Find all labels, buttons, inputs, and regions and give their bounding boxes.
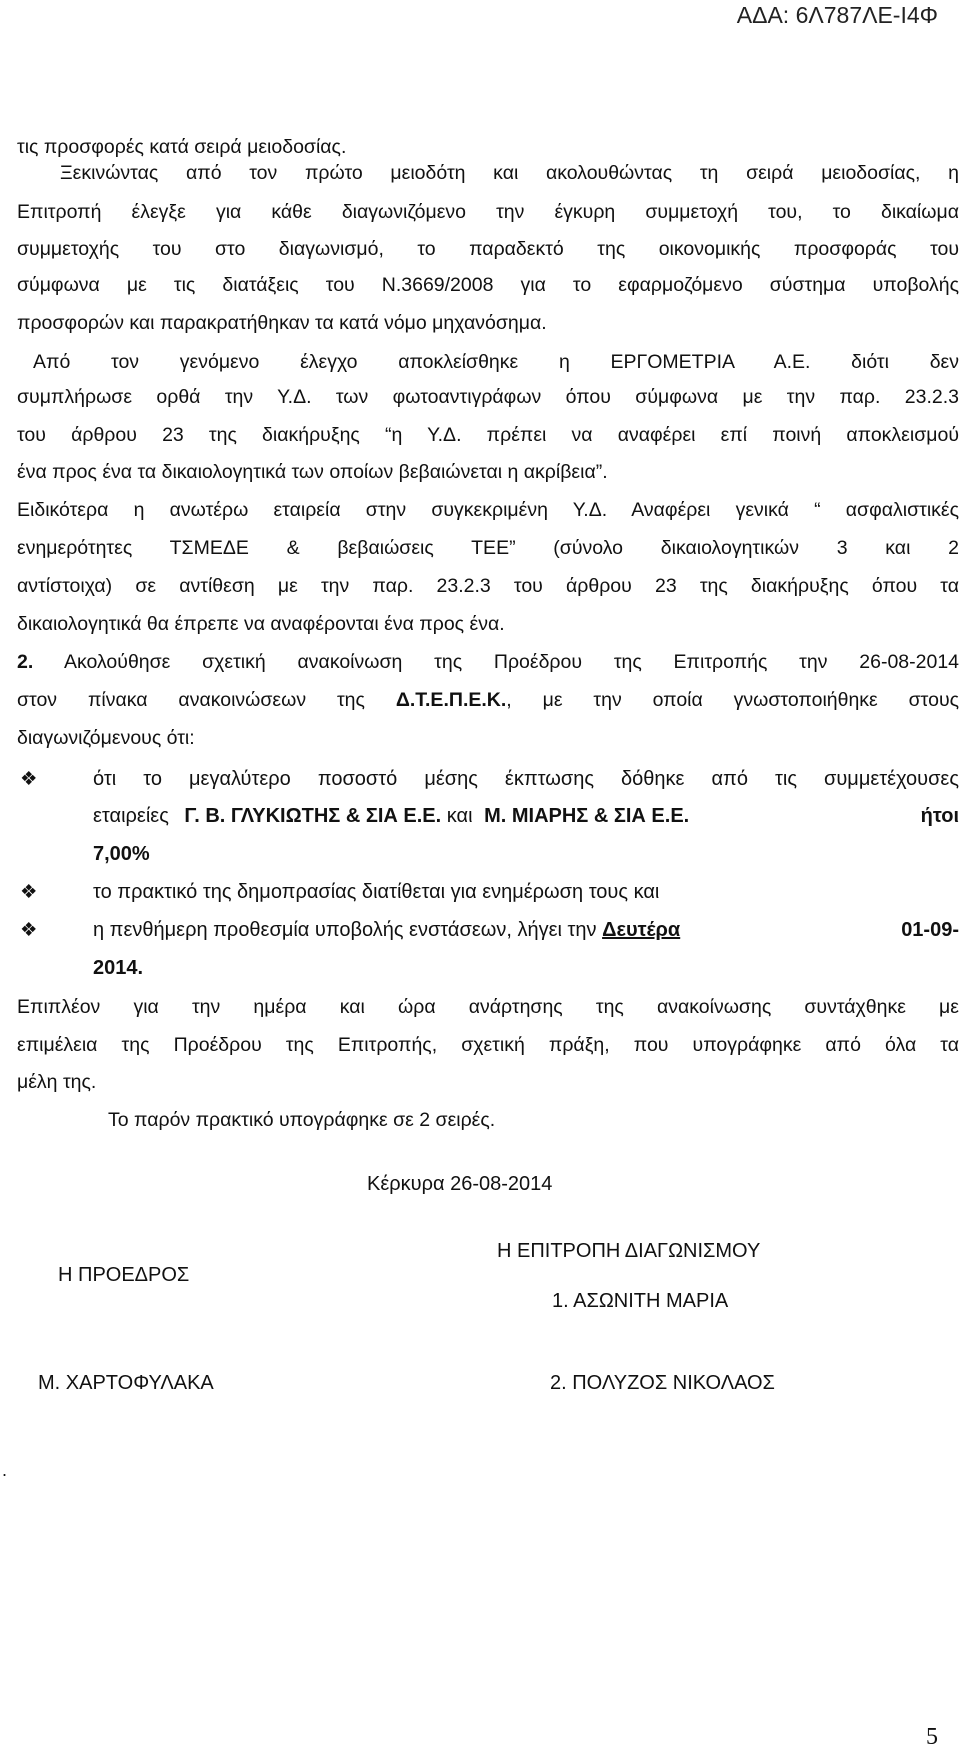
body-line: δικαιολογητικά θα έπρεπε να αναφέρονται ένα προς ένα. — [17, 613, 505, 635]
body-text: , με την οποία γνωστοποιήθηκε στους — [506, 689, 960, 711]
body-line: αντίστοιχα) σε αντίθεση με την παρ. 23.2.3 του άρθρου 23 της διακήρυξης όπου τα — [17, 575, 959, 597]
body-line: συμμετοχής του στο διαγωνισμό, το παραδεκτό της οικονομικής προσφοράς του — [17, 238, 959, 260]
ada-header: ΑΔΑ: 6Λ787ΛΕ-Ι4Φ — [736, 2, 938, 28]
bullet-text — [93, 804, 959, 828]
weekday-text: Δευτέρα — [602, 919, 681, 941]
closing-line: Το παρόν πρακτικό υπογράφηκε σε 2 σειρές. — [108, 1109, 496, 1131]
body-line: ενημερότητες ΤΣΜΕΔΕ & βεβαιώσεις ΤΕΕ” (σύνολο δικαιολογητικών 3 και 2 — [17, 537, 959, 559]
bullet-text: το πρακτικό της δημοπρασίας διατίθεται για ενημέρωση τους και — [93, 881, 660, 903]
member-name: 2. ΠΟΛΥΖΟΣ ΝΙΚΟΛΑΟΣ — [550, 1372, 775, 1394]
committee-title: Η ΕΠΙΤΡΟΠΗ ΔΙΑΓΩΝΙΣΜΟΥ — [497, 1240, 761, 1262]
closing-line: επιμέλεια της Προέδρου της Επιτροπής, σχετική πράξη, που υπογράφηκε από όλα τα — [17, 1034, 959, 1056]
percentage-value: 7,00% — [93, 843, 150, 865]
closing-line: Επιπλέον για την ημέρα και ώρα ανάρτησης της ανακοίνωσης συντάχθηκε με — [17, 996, 959, 1018]
company-name: Γ. Β. ΓΛΥΚΙΩΤΗΣ & ΣΙΑ Ε.Ε. — [184, 805, 442, 827]
diamond-bullet-icon: ❖ — [20, 919, 38, 941]
bullet-text-part: εταιρείες — [93, 805, 175, 827]
body-line: διαγωνιζόμενους ότι: — [17, 727, 195, 749]
body-line: προσφορών και παρακρατήθηκαν τα κατά νόμο μηχανόσημα. — [17, 312, 547, 334]
president-name: Μ. ΧΑΡΤΟΦΥΛΑΚΑ — [38, 1372, 214, 1394]
item-number: 2. — [17, 651, 34, 673]
bullet-text: ότι το μεγαλύτερο ποσοστό μέσης έκπτωσης δόθηκε από τις συμμετέχουσες — [93, 768, 959, 790]
stray-mark: . — [2, 1460, 8, 1480]
page-number: 5 — [926, 1724, 938, 1750]
body-line: σύμφωνα με τις διατάξεις του Ν.3669/2008 για το εφαρμοζόμενο σύστημα υποβολής — [17, 274, 959, 296]
body-line: Από τον γενόμενο έλεγχο αποκλείσθηκε η ΕΡΓΟΜΕΤΡΙΑ Α.Ε. διότι δεν — [33, 351, 959, 373]
authority-name: Δ.Τ.Ε.Π.Ε.Κ. — [395, 689, 507, 711]
closing-line: μέλη της. — [17, 1071, 97, 1093]
body-line: τις προσφορές κατά σειρά μειοδοσίας. — [17, 136, 347, 158]
body-line: ένα προς ένα τα δικαιολογητικά των οποίων βεβαιώνεται η ακρίβεια”. — [17, 461, 608, 483]
body-line — [17, 650, 959, 674]
place-date: Κέρκυρα 26-08-2014 — [367, 1173, 553, 1195]
company-name: Μ. ΜΙΑΡΗΣ & ΣΙΑ Ε.Ε. — [484, 805, 690, 827]
body-line: Ειδικότερα η ανωτέρω εταιρεία στην συγκεκριμένη Υ.Δ. Αναφέρει γενικά “ ασφαλιστικές — [17, 499, 959, 521]
body-line: Ξεκινώντας από τον πρώτο μειοδότη και ακολουθώντας τη σειρά μειοδοσίας, η — [60, 162, 959, 184]
bullet-text — [93, 918, 959, 942]
diamond-bullet-icon: ❖ — [20, 881, 38, 903]
date-text: 01-09- — [901, 919, 959, 941]
diamond-bullet-icon: ❖ — [20, 768, 38, 790]
date-text: 2014. — [93, 957, 144, 979]
body-line: συμπλήρωσε ορθά την Υ.Δ. των φωτοαντιγράφων όπου σύμφωνα με την παρ. 23.2.3 — [17, 386, 959, 408]
bullet-text-part: η πενθήμερη προθεσμία υποβολής ενστάσεων, λήγει την — [93, 919, 603, 941]
body-line — [17, 688, 959, 712]
president-title: Η ΠΡΟΕΔΡΟΣ — [58, 1264, 190, 1286]
body-line: του άρθρου 23 της διακήρυξης “η Υ.Δ. πρέπει να αναφέρει επί ποινή αποκλεισμού — [17, 424, 959, 446]
body-text: Ακολούθησε σχετική ανακοίνωση της Προέδρου της Επιτροπής την 26-08-2014 — [63, 651, 960, 673]
emphasis-text: ήτοι — [920, 805, 959, 827]
body-line: Επιτροπή έλεγξε για κάθε διαγωνιζόμενο την έγκυρη συμμετοχή του, το δικαίωμα — [17, 201, 959, 223]
bullet-text-part: και — [446, 805, 479, 827]
member-name: 1. ΑΣΩΝΙΤΗ ΜΑΡΙΑ — [552, 1290, 729, 1312]
body-text: στον πίνακα ανακοινώσεων της — [17, 689, 396, 711]
